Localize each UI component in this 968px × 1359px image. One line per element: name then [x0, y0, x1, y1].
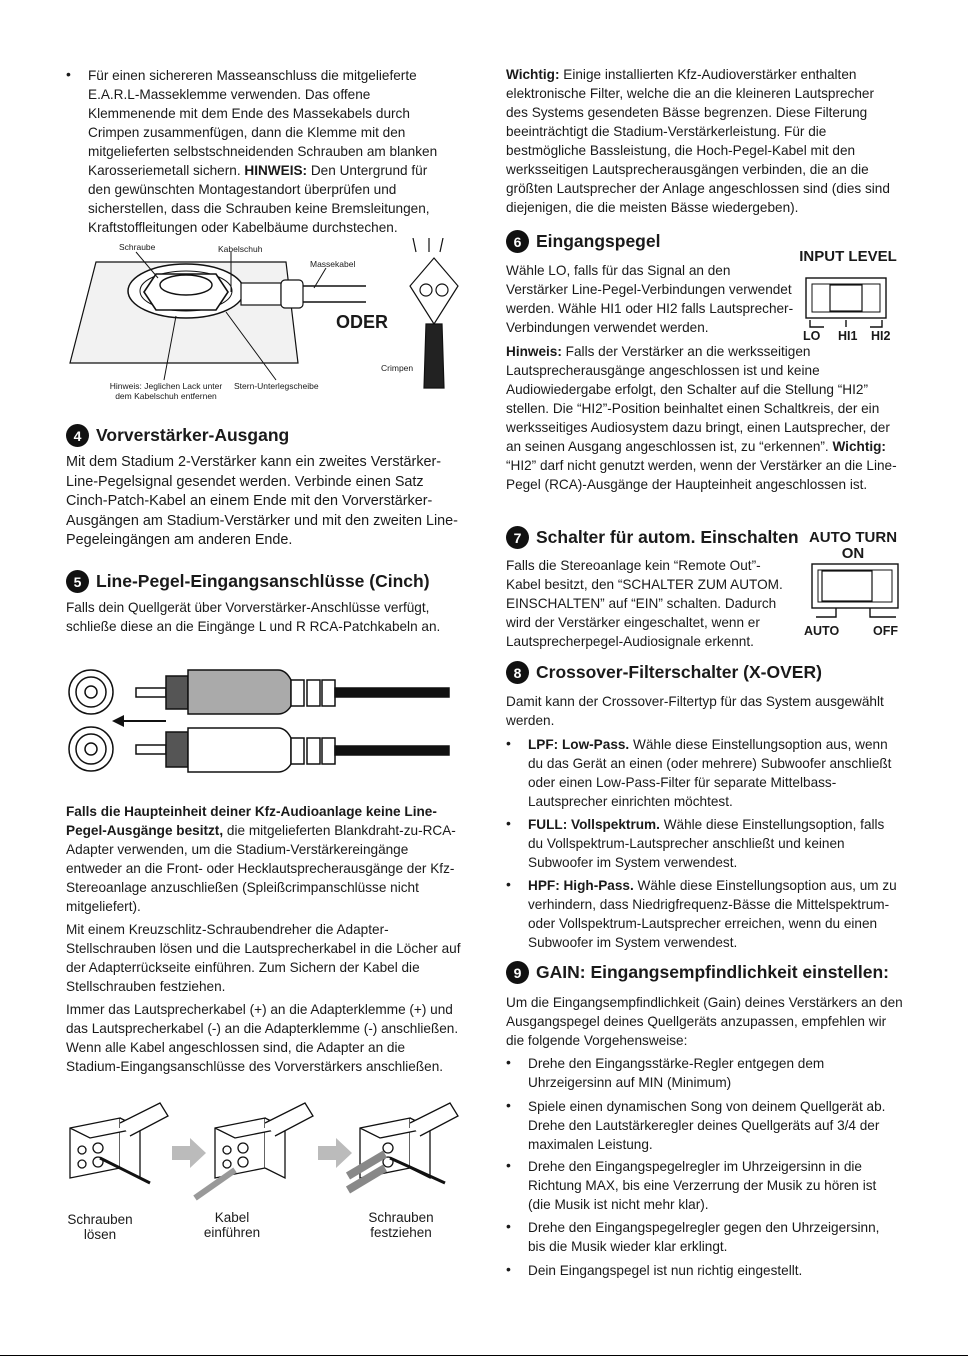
xover-hpf-desc: Wähle diese Einstellungsoption aus, um zu verhindern, dass Niedrigfrequenz-Bässe die Mittelspektrum- oder Vollspektrum-Lautsprecher erreichen, wenn du einen Subwoofer im System verwendest.	[528, 878, 897, 950]
input-level-switch-title: INPUT LEVEL	[799, 248, 897, 265]
label-schraube: Schraube	[119, 242, 156, 252]
bullet-dot: •	[506, 1261, 511, 1277]
wichtig-bold: Wichtig:	[506, 67, 560, 82]
section-5-number: 5	[66, 570, 89, 593]
gain-step-5-text: Dein Eingangspegel ist nun richtig eingestellt.	[528, 1263, 803, 1278]
xover-hpf-text	[528, 876, 900, 952]
bullet-dot: •	[506, 1218, 511, 1234]
section-6-title: Eingangspegel	[536, 231, 661, 251]
bullet-dot: •	[506, 735, 511, 751]
footer-rule	[0, 1355, 968, 1356]
label-hinweis-lack: Hinweis: Jeglichen Lack unter dem Kabelschuh entfernen	[109, 381, 223, 401]
auto-turn-on-switch-graphic	[808, 562, 904, 624]
auto-label: AUTO	[804, 624, 840, 638]
screwdriver-paragraph: Mit einem Kreuzschlitz-Schraubendreher die Adapter-Stellschrauben lösen und die Lautsprecherkabel in die Löcher auf der Adapterrückseite einführen. Zum Sichern der Kabel die Stellschrauben festziehen.	[66, 922, 461, 994]
no-line-level-bold: Falls die Haupteinheit deiner Kfz-Audioanlage keine Line-Pegel-Ausgänge besitzt,	[66, 804, 437, 838]
section-4-text: Mit dem Stadium 2-Verstärker kann ein zweites Verstärker-Line-Pegelsignal gesendet werden. Verbinde einen Satz Cinch-Patch-Kabel an einem Ende mit den Vorverstärker-Ausgängen am Stadium-Verstärker und mit den zweiten Line-Pegeleingängen am anderen Ende.	[66, 454, 458, 548]
adapter-steps-illustration	[60, 1098, 470, 1208]
bullet-dot: •	[506, 1157, 511, 1173]
xover-lpf-bold: LPF: Low-Pass.	[528, 737, 630, 752]
gain-step-3-text: Drehe den Eingangspegelregler im Uhrzeigersinn in die Richtung MAX, bis eine Verzerrung der Musik zu hören ist (die Musik ist nicht mehr klar).	[528, 1159, 877, 1212]
earl-hinweis-bold: HINWEIS:	[244, 163, 308, 178]
hinweis-wichtig-bold: Wichtig:	[832, 439, 886, 454]
caption-schrauben-festziehen: Schrauben festziehen	[368, 1210, 434, 1240]
no-line-level-text: die mitgelieferten Blankdraht-zu-RCA-Adapter verwenden, um die Stadium-Verstärkereingänge entweder an die Front- oder Hecklautsprecherausgänge der Kfz-Stereoanlage anzuschließen (Spleißcrimpanschlüsse nicht mitgeliefert).	[66, 823, 456, 914]
caption-kabel-einfuehren: Kabel einführen	[203, 1210, 261, 1240]
earl-paragraph	[88, 66, 443, 237]
rca-cable-illustration	[66, 666, 461, 776]
section-6-text: Wähle LO, falls für das Signal an den Verstärker Line-Pegel-Verbindungen verwendet werden. Wähle HI1 oder HI2 falls Lautsprecher-Verbindungen verwendet werden.	[506, 263, 794, 335]
section-6-hinweis	[506, 342, 898, 494]
section-4-heading	[66, 424, 289, 447]
section-9-title: GAIN: Eingangsempfindlichkeit einstellen:	[536, 962, 889, 982]
section-6-number: 6	[506, 230, 529, 253]
section-8-heading	[506, 661, 822, 684]
section-7-number: 7	[506, 526, 529, 549]
ground-terminal-figure	[66, 238, 466, 403]
bullet-dot: •	[506, 1054, 511, 1070]
input-level-label-hi2: HI2	[871, 329, 891, 343]
label-crimpen: Crimpen	[381, 363, 414, 373]
section-9-text: Um die Eingangsempfindlichkeit (Gain) deines Verstärkers an den Ausgangspegel deines Quellgeräts anzupassen, empfehlen wir die folgende Vorgehensweise:	[506, 995, 903, 1048]
bullet-dot: •	[66, 66, 71, 82]
bullet-dot: •	[506, 815, 511, 831]
section-4-title: Vorverstärker-Ausgang	[96, 425, 290, 445]
section-5-title: Line-Pegel-Eingangsanschlüsse (Cinch)	[96, 571, 430, 591]
xover-full-text	[528, 815, 900, 872]
rca-cable-figure	[66, 666, 461, 776]
xover-full-desc: Wähle diese Einstellungsoption, falls du Vollspektrum-Lautsprecher anschließt und keinen Subwoofer im System verwendest.	[528, 817, 885, 870]
gain-step-4-text: Drehe den Eingangspegelregler gegen den Uhrzeigersinn, bis die Musik wieder klar erklingt.	[528, 1220, 880, 1254]
wichtig-text: Einige installierten Kfz-Audioverstärker enthalten elektronische Filter, welche die an die kleineren Lautsprecher des Systems gesendeten Bässe begrenzen. Diese Filterung beeinträchtigt die Stadium-Verstärkerleistung. Für die bestmögliche Bassleistung, die Hoch-Pegel-Kabel mit den werksseitigen Lautsprecherausgängen verbinden, die an die größten Lautsprecher der Anlage angeschlossen sind (dies sind diejenigen, die die meisten Bässe wiedergeben).	[506, 67, 890, 215]
section-9-number: 9	[506, 961, 529, 984]
no-line-level-paragraph	[66, 802, 461, 916]
auto-turn-on-switch-title: AUTO TURN ON	[808, 529, 898, 562]
section-8-text: Damit kann der Crossover-Filtertyp für das System ausgewählt werden.	[506, 694, 884, 728]
input-level-label-hi1: HI1	[838, 329, 858, 343]
section-6-heading	[506, 230, 660, 253]
label-massekabel: Massekabel	[310, 259, 356, 269]
label-stern: Stern-Unterlegscheibe	[234, 381, 319, 391]
xover-full-bold: FULL: Vollspektrum.	[528, 817, 660, 832]
section-5-heading	[66, 570, 430, 593]
ground-terminal-illustration	[66, 238, 466, 403]
section-4-number: 4	[66, 424, 89, 447]
section-8-number: 8	[506, 661, 529, 684]
wichtig-paragraph	[506, 65, 898, 217]
hinweis-text-1: Falls der Verstärker an die werksseitigen Lautsprecherausgänge angeschlossen ist und keine Audiowiedergabe erfolgt, den Schalter auf die Stellung “HI2” stellen. Die “HI2”-Position beinhaltet einen Schaltkreis, der ein werksseitiges Audiosystem dazu bringt, einen Lautsprecher, der an seinen Ausgang angeschlossen ist, zu “erkennen”.	[506, 344, 890, 454]
label-kabelschuh: Kabelschuh	[218, 244, 263, 254]
xover-lpf-text	[528, 735, 900, 811]
section-9-heading	[506, 961, 889, 984]
section-7-heading	[506, 526, 799, 549]
bullet-dot: •	[506, 876, 511, 892]
off-label: OFF	[873, 624, 898, 638]
gain-step-2-text: Spiele einen dynamischen Song von deinem Quellgerät ab. Drehe den Lautstärkeregler deines Quellgeräts auf 3/4 der maximalen Leistung.	[528, 1099, 886, 1152]
auto-turn-on-switch	[808, 562, 904, 624]
hinweis-text-2: “HI2” darf nicht genutzt werden, wenn der Verstärker an die Line-Pegel (RCA)-Ausgänge der Haupteinheit angeschlossen ist.	[506, 458, 897, 492]
earl-text-2: Den Untergrund für den gewünschten Montagestandort überprüfen und sicherstellen, dass die Schrauben keine Bremsleitungen, Kraftstoffleitungen oder Kabelbäume durchstechen.	[88, 163, 430, 235]
adapter-steps-figure	[60, 1098, 470, 1208]
caption-schrauben-loesen: Schrauben lösen	[67, 1212, 133, 1242]
gain-step-1-text: Drehe den Eingangsstärke-Regler entgegen dem Uhrzeigersinn auf MIN (Minimum)	[528, 1056, 825, 1090]
section-7-title: Schalter für autom. Einschalten	[536, 527, 799, 547]
xover-lpf-desc: Wähle diese Einstellungsoption aus, wenn du das Gerät an einen (oder mehrere) Subwoofer anschließt oder einen Low-Pass-Filter für separate Mittelbass-Lautsprecher einrichten möchtest.	[528, 737, 892, 809]
section-5-text: Falls dein Quellgerät über Vorverstärker-Anschlüsse verfügt, schließe diese an die Eingänge L und R RCA-Patchkabeln an.	[66, 600, 441, 634]
bullet-dot: •	[506, 1097, 511, 1113]
section-8-title: Crossover-Filterschalter (X-OVER)	[536, 662, 822, 682]
xover-hpf-bold: HPF: High-Pass.	[528, 878, 634, 893]
earl-text-1: Für einen sichereren Masseanschluss die mitgelieferte E.A.R.L-Masseklemme verwenden. Das offene Klemmenende mit dem Ende des Massekabels durch Crimpen zusammenfügen, dann die Klemme mit den mitgelieferten selbstschneidenden Schrauben am blanken Karosseriemetall sichern.	[88, 68, 438, 178]
hinweis-bold: Hinweis:	[506, 344, 562, 359]
input-level-label-lo: LO	[803, 329, 821, 343]
polarity-paragraph: Immer das Lautsprecherkabel (+) an die Adapterklemme (+) und das Lautsprecherkabel (-) an die Adapterklemme (-) anschließen. Wenn alle Kabel angeschlossen sind, die Adapter an die Stadium-Eingangsanschlüsse des Vorverstärkers anschließen.	[66, 1002, 459, 1074]
section-7-text: Falls die Stereoanlage kein “Remote Out”-Kabel besitzt, den “SCHALTER ZUM AUTOM. EINSCHALTEN” auf “EIN” schalten. Dadurch wird der Verstärker eingeschaltet, wenn er Lautsprecherpegel-Audiosignale erkennt.	[506, 558, 783, 649]
label-oder: ODER	[336, 312, 389, 332]
